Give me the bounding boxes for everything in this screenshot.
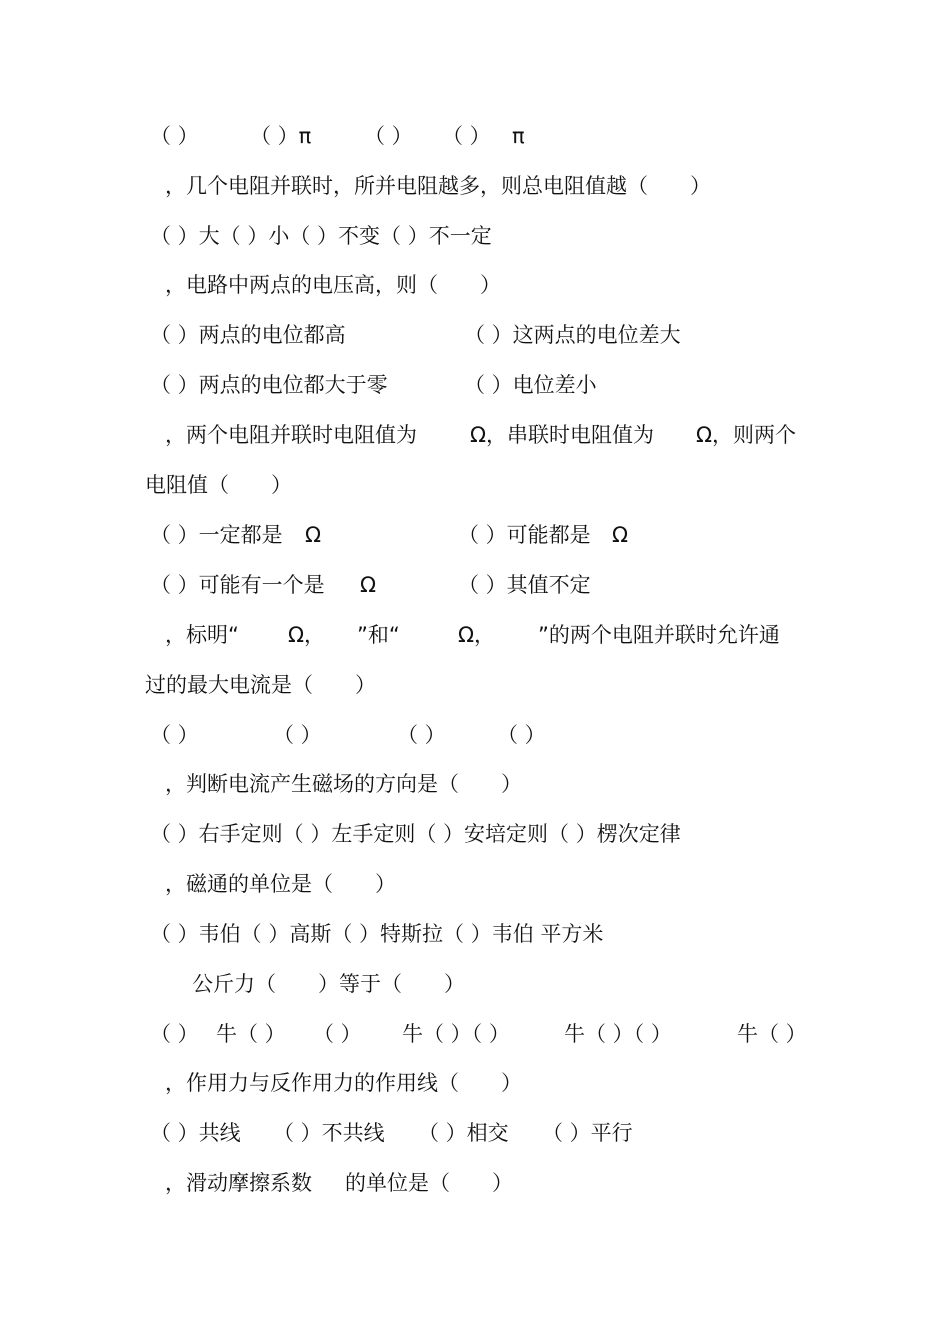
option-text: 牛（ ） — [737, 1022, 807, 1046]
question-text: 公斤力（ ）等于（ ） — [192, 972, 465, 996]
question-text: Ω，则两个 — [696, 423, 797, 447]
option-text: Ω — [305, 523, 322, 547]
question-text: ”的两个电阻并联时允许通 — [538, 623, 780, 647]
option-text: （ ）不共线 — [273, 1121, 385, 1145]
option-line — [0, 1118, 633, 1148]
question-text: ，磁通的单位是（ ） — [165, 872, 396, 896]
option-text: 牛（ ）（ ） — [564, 1022, 672, 1046]
question-line — [0, 171, 711, 201]
question-line — [0, 1068, 522, 1098]
question-text: ，几个电阻并联时，所并电阻越多，则总电阻值越（ ） — [165, 174, 711, 198]
option-text: （ ）相交 — [418, 1121, 509, 1145]
question-line — [0, 470, 292, 500]
option-text: （ ）韦伯（ ）高斯（ ）特斯拉（ ）韦伯 平方米 — [150, 922, 604, 946]
option-text: （ ）两点的电位都大于零 — [150, 373, 388, 397]
question-line — [0, 869, 396, 899]
question-line — [0, 420, 797, 450]
option-text: π — [512, 124, 525, 148]
option-text: 牛（ ）（ ） — [402, 1022, 510, 1046]
option-line — [0, 370, 597, 400]
question-text: ，两个电阻并联时电阻值为 — [165, 423, 417, 447]
option-text: （ ） — [150, 723, 199, 747]
option-text: （ ） — [442, 124, 491, 148]
option-text: （ ）其值不定 — [458, 573, 591, 597]
option-text: （ ）π — [250, 124, 312, 148]
question-text: Ω， — [458, 623, 496, 647]
option-text: （ ） — [397, 723, 446, 747]
question-text: 过的最大电流是（ ） — [145, 673, 376, 697]
option-text: （ ）大（ ）小（ ）不变（ ）不一定 — [150, 224, 492, 248]
question-text: ，电路中两点的电压高，则（ ） — [165, 273, 501, 297]
option-text: （ ） — [313, 1022, 362, 1046]
option-text: （ ）两点的电位都高 — [150, 323, 346, 347]
question-line — [0, 270, 501, 300]
option-line — [0, 221, 492, 251]
option-text: （ ） — [150, 1022, 199, 1046]
option-text: （ ）平行 — [542, 1121, 633, 1145]
option-line — [0, 819, 681, 849]
option-line — [0, 121, 525, 151]
option-text: （ ） — [364, 124, 413, 148]
option-line — [0, 520, 629, 550]
option-text: （ ）电位差小 — [464, 373, 597, 397]
option-line — [0, 570, 591, 600]
option-text: （ ） — [497, 723, 546, 747]
question-text: ，滑动摩擦系数 — [165, 1171, 312, 1195]
question-text: ，标明“ — [165, 623, 239, 647]
option-text: （ ） — [150, 124, 199, 148]
question-text: ，判断电流产生磁场的方向是（ ） — [165, 772, 522, 796]
option-text: Ω — [612, 523, 629, 547]
option-text: 牛（ ） — [216, 1022, 286, 1046]
question-line — [0, 620, 780, 650]
option-text: （ ） — [273, 723, 322, 747]
question-line — [0, 969, 465, 999]
question-text: 的单位是（ ） — [345, 1171, 513, 1195]
option-line — [0, 320, 681, 350]
option-line — [0, 919, 604, 949]
question-text: ”和“ — [357, 623, 400, 647]
option-text: Ω — [360, 573, 377, 597]
question-text: Ω，串联时电阻值为 — [470, 423, 655, 447]
option-text: （ ）可能都是 — [458, 523, 591, 547]
question-text: 电阻值（ ） — [145, 473, 292, 497]
question-line — [0, 1168, 513, 1198]
option-text: （ ）右手定则（ ）左手定则（ ）安培定则（ ）楞次定律 — [150, 822, 681, 846]
option-text: （ ）这两点的电位差大 — [464, 323, 681, 347]
option-text: （ ）一定都是 — [150, 523, 283, 547]
option-text: （ ）可能有一个是 — [150, 573, 325, 597]
question-line — [0, 670, 376, 700]
question-text: Ω， — [288, 623, 326, 647]
option-text: （ ）共线 — [150, 1121, 241, 1145]
option-line — [0, 720, 546, 750]
question-line — [0, 769, 522, 799]
option-line — [0, 1019, 807, 1049]
question-text: ，作用力与反作用力的作用线（ ） — [165, 1071, 522, 1095]
